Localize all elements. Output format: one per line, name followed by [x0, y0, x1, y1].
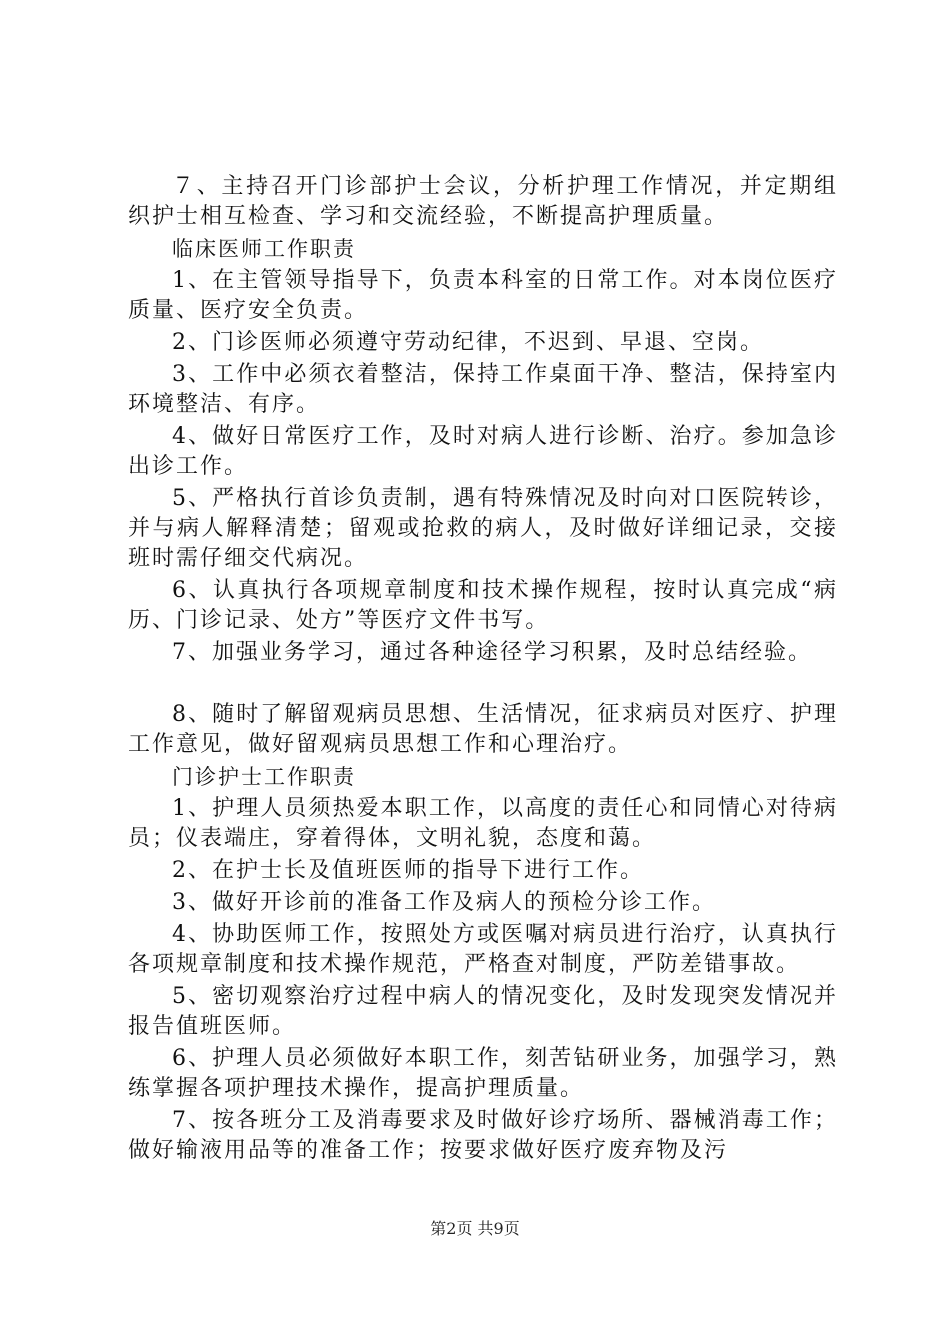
paragraph-physician-duty-4: 4、做好日常医疗工作，及时对病人进行诊断、治疗。参加急诊出诊工作。 [128, 424, 838, 479]
paragraph-nurse-duty-3: 3、做好开诊前的准备工作及病人的预检分诊工作。 [172, 890, 716, 915]
paragraph-nurse-duty-6: 6、护理人员必须做好本职工作，刻苦钻研业务，加强学习，熟练掌握各项护理技术操作，提高护理质量。 [128, 1046, 838, 1101]
paragraph-nurse-duty-7: 7、按各班分工及消毒要求及时做好诊疗场所、器械消毒工作；做好输液用品等的准备工作；按要求做好医疗废弃物及污 [128, 1108, 838, 1163]
document-body [128, 172, 838, 1168]
paragraph-nurse-duty-1: 1、护理人员须热爱本职工作，以高度的责任心和同情心对待病员；仪表端庄，穿着得体，文明礼貌，态度和蔼。 [128, 796, 838, 851]
paragraph-nurse-duty-4: 4、协助医师工作，按照处方或医嘱对病员进行治疗，认真执行各项规章制度和技术操作规范，严格查对制度，严防差错事故。 [128, 922, 838, 977]
paragraph-physician-duty-8: 8、随时了解留观病员思想、生活情况，征求病员对医疗、护理工作意见，做好留观病员思想工作和心理治疗。 [128, 702, 838, 757]
section-heading-outpatient-nurse: 门诊护士工作职责 [172, 765, 356, 789]
paragraph-physician-duty-5: 5、严格执行首诊负责制，遇有特殊情况及时向对口医院转诊，并与病人解释清楚；留观或抢救的病人，及时做好详细记录，交接班时需仔细交代病况。 [128, 486, 838, 571]
paragraph-physician-duty-7: 7、加强业务学习，通过各种途径学习积累，及时总结经验。 [172, 640, 812, 665]
paragraph-physician-duty-6: 6、认真执行各项规章制度和技术操作规程，按时认真完成“病历、门诊记录、处方”等医疗文件书写。 [128, 578, 838, 633]
section-heading-clinical-physician: 临床医师工作职责 [172, 237, 356, 261]
page-number-footer: 第2页 共9页 [430, 1219, 520, 1238]
paragraph-gap [128, 670, 838, 700]
paragraph-nurse-duty-5: 5、密切观察治疗过程中病人的情况变化，及时发现突发情况并报告值班医师。 [128, 984, 838, 1039]
paragraph-nurse-duty-2: 2、在护士长及值班医师的指导下进行工作。 [172, 858, 644, 883]
paragraph-nurse-duty-7-cont: ７、主持召开门诊部护士会议，分析护理工作情况，并定期组织护士相互检查、学习和交流经验，不断提高护理质量。 [128, 174, 838, 229]
paragraph-physician-duty-1: 1、在主管领导指导下，负责本科室的日常工作。对本岗位医疗质量、医疗安全负责。 [128, 268, 838, 323]
paragraph-physician-duty-3: 3、工作中必须衣着整洁，保持工作桌面干净、整洁，保持室内环境整洁、有序。 [128, 362, 838, 417]
paragraph-physician-duty-2: 2、门诊医师必须遵守劳动纪律，不迟到、早退、空岗。 [172, 330, 764, 355]
